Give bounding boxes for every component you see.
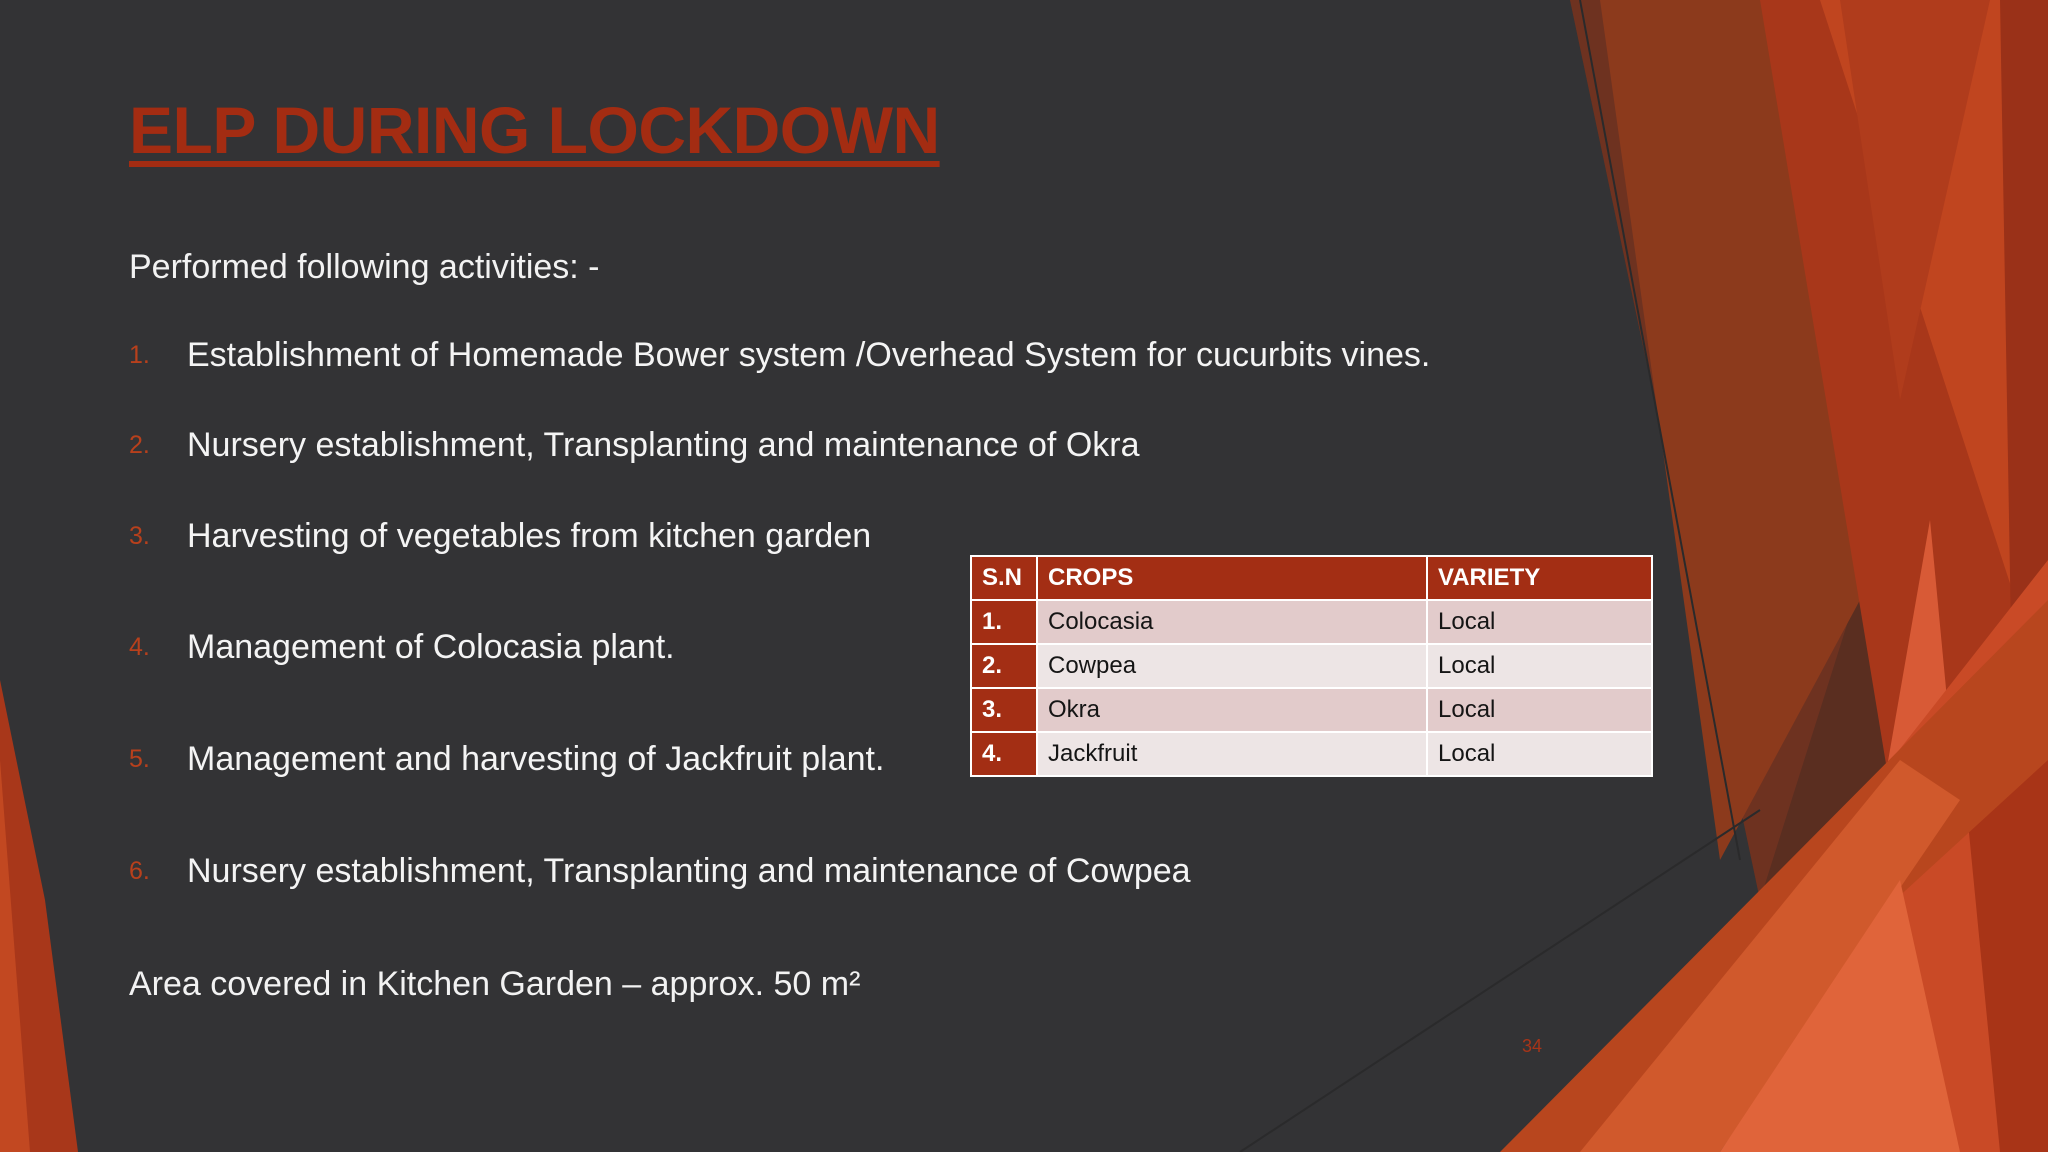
activity-number: 3.: [129, 522, 150, 550]
cell-sn: 3.: [971, 688, 1037, 732]
header-variety: VARIETY: [1427, 556, 1652, 600]
activity-item-2: [129, 426, 1140, 465]
activity-text: Establishment of Homemade Bower system /Overhead System for cucurbits vines.: [187, 336, 1431, 374]
crops-table: [970, 555, 1653, 777]
table-row: [971, 600, 1652, 644]
cell-variety: Local: [1427, 644, 1652, 688]
area-covered-text: Area covered in Kitchen Garden – approx. 50 m²: [129, 965, 861, 1003]
activity-item-1: [129, 336, 1430, 375]
activity-item-6: [129, 852, 1191, 891]
cell-variety: Local: [1427, 688, 1652, 732]
header-crops: CROPS: [1037, 556, 1427, 600]
cell-crop: Okra: [1037, 688, 1427, 732]
activity-text: Management of Colocasia plant.: [187, 628, 675, 666]
cell-crop: Colocasia: [1037, 600, 1427, 644]
cell-variety: Local: [1427, 732, 1652, 776]
page-number: 34: [1522, 1036, 1543, 1056]
intro-text: Performed following activities: -: [129, 248, 600, 286]
activity-item-5: [129, 740, 884, 779]
cell-sn: 4.: [971, 732, 1037, 776]
activity-number: 5.: [129, 745, 150, 773]
activity-number: 6.: [129, 857, 150, 885]
cell-sn: 2.: [971, 644, 1037, 688]
activity-number: 4.: [129, 633, 150, 661]
activity-text: Nursery establishment, Transplanting and maintenance of Okra: [187, 426, 1140, 464]
table-row: [971, 732, 1652, 776]
header-sn: S.N: [971, 556, 1037, 600]
activity-number: 2.: [129, 431, 150, 459]
activity-text: Harvesting of vegetables from kitchen garden: [187, 517, 872, 555]
activity-text: Nursery establishment, Transplanting and maintenance of Cowpea: [187, 852, 1191, 890]
activity-item-3: [129, 517, 871, 556]
cell-variety: Local: [1427, 600, 1652, 644]
cell-sn: 1.: [971, 600, 1037, 644]
activity-number: 1.: [129, 341, 150, 369]
table-row: [971, 688, 1652, 732]
activity-item-4: [129, 628, 675, 667]
activity-text: Management and harvesting of Jackfruit plant.: [187, 740, 885, 778]
cell-crop: Cowpea: [1037, 644, 1427, 688]
table-header-row: [971, 556, 1652, 600]
slide-title: ELP DURING LOCKDOWN: [129, 93, 940, 167]
cell-crop: Jackfruit: [1037, 732, 1427, 776]
table-row: [971, 644, 1652, 688]
